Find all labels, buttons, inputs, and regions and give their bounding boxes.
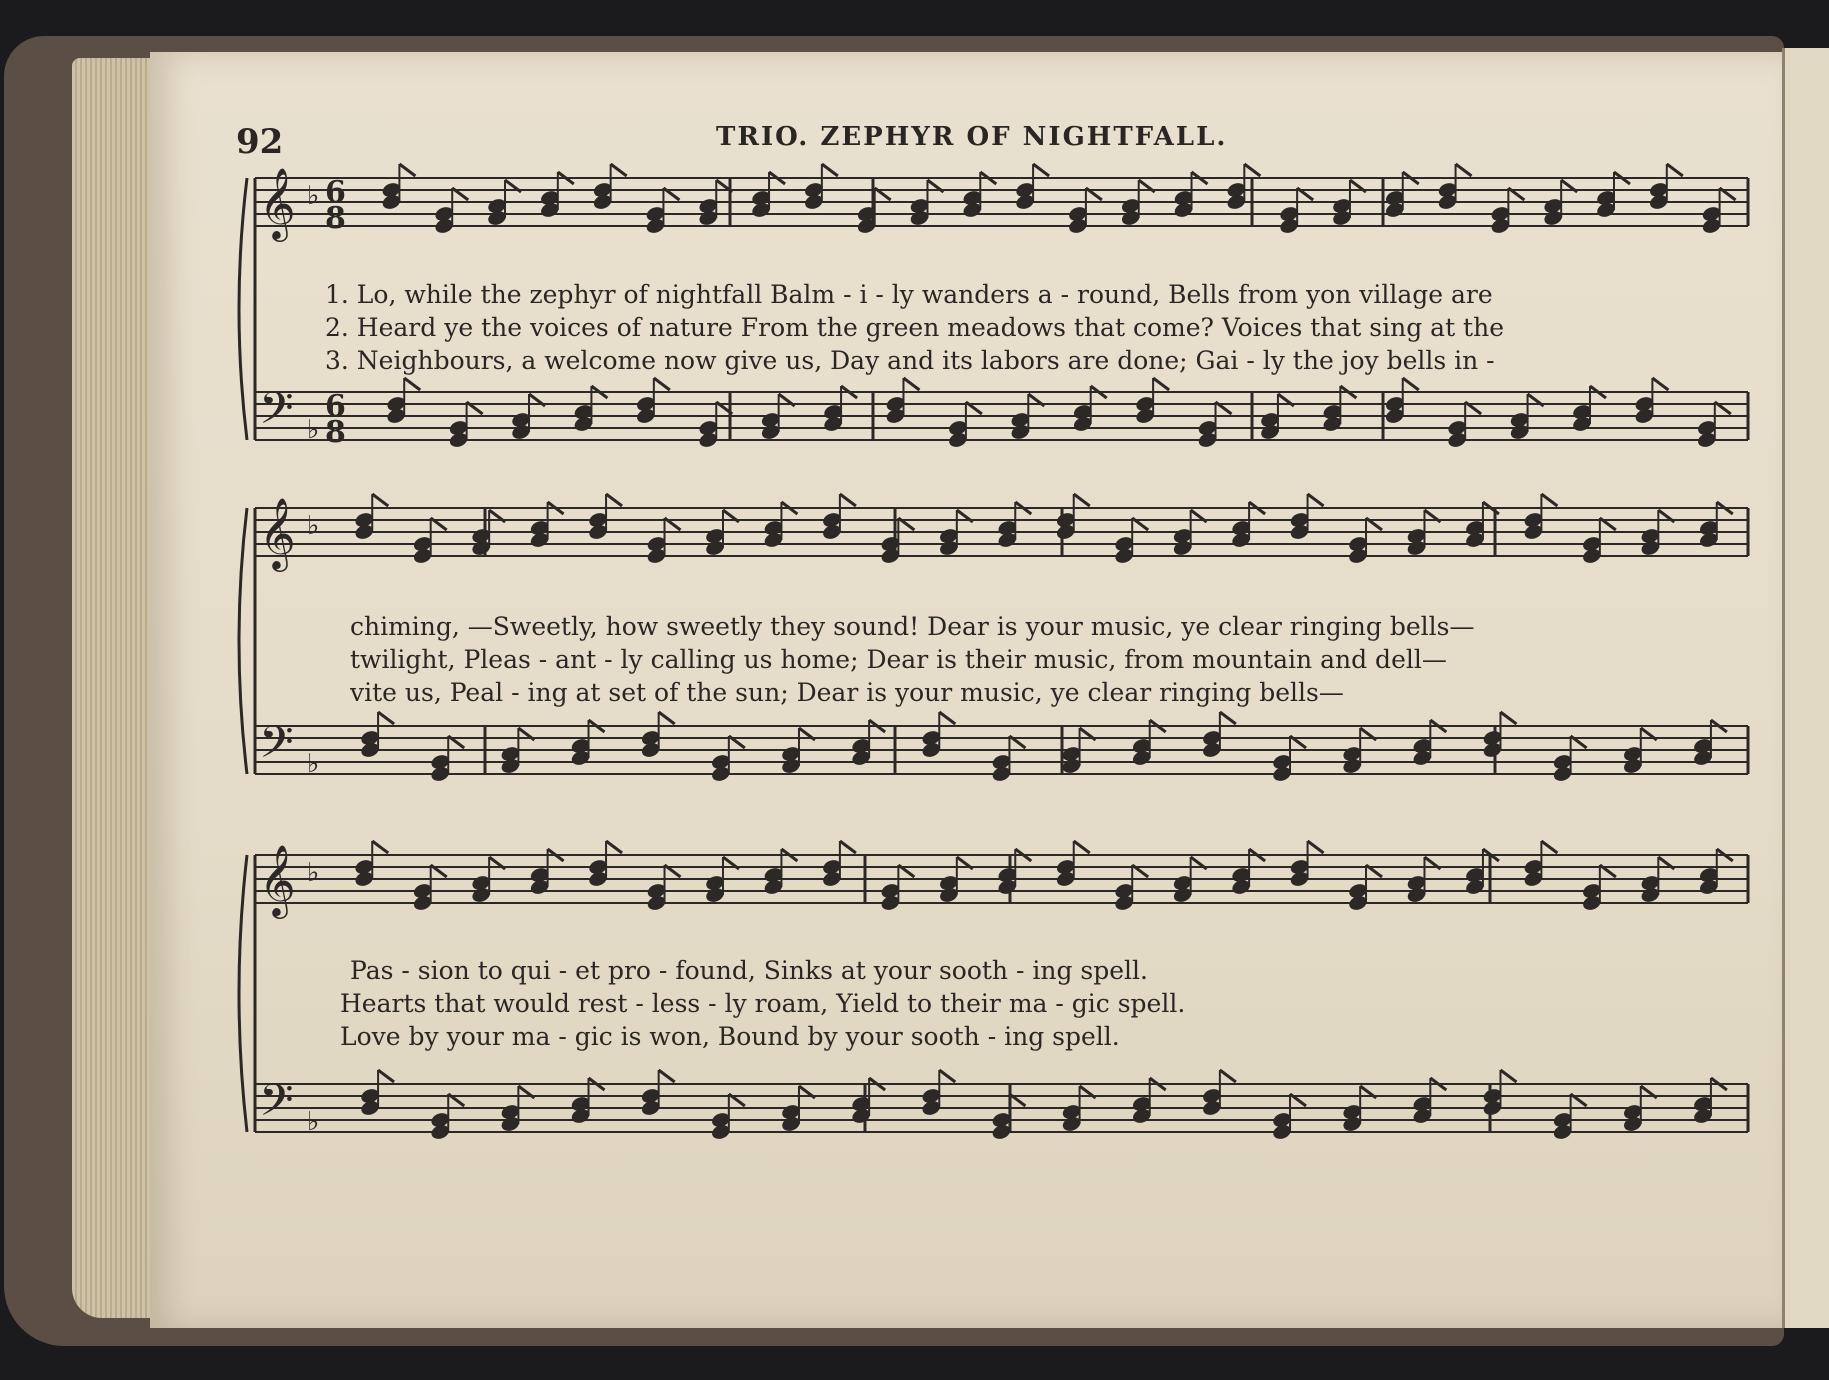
- system-3-bass-flag: [378, 1070, 394, 1082]
- system-3-bass-clef-icon: 𝄢: [259, 1074, 294, 1137]
- system-1-bass-flag: [654, 378, 670, 390]
- lyric-system-1-verse-3: 3. Neighbours, a welcome now give us, Day and its labors are done; Gai - ly the joy bells in -: [325, 346, 1495, 375]
- system-2-treble-clef-icon: 𝄞: [259, 496, 296, 569]
- time-signature-numerator-bass: 6: [325, 389, 346, 424]
- system-2-treble-flag: [1074, 494, 1090, 506]
- system-3-brace: [239, 855, 247, 1132]
- time-signature-denominator-bass: 8: [325, 415, 346, 450]
- system-1-brace: [239, 178, 247, 440]
- page-title: TRIO. ZEPHYR OF NIGHTFALL.: [716, 122, 1228, 152]
- lyric-system-3-verse-3: Love by your ma - gic is won, Bound by your sooth - ing spell.: [340, 1022, 1120, 1051]
- system-2-treble-flat-icon: ♭: [307, 511, 320, 541]
- time-signature-numerator-treble: 6: [325, 175, 346, 210]
- system-3-treble-flag: [1541, 841, 1557, 853]
- system-2-treble-flag: [1541, 494, 1557, 506]
- system-2-treble-flag: [606, 494, 622, 506]
- system-3-bass-flag: [939, 1070, 955, 1082]
- system-2-brace: [239, 508, 247, 774]
- system-1-bass-flat-icon: ♭: [307, 415, 320, 445]
- system-1-treble-flag: [1244, 164, 1260, 176]
- system-1-bass-flag: [1153, 378, 1169, 390]
- system-1-treble-flag: [822, 164, 838, 176]
- lyric-system-2-verse-3: vite us, Peal - ing at set of the sun; Dear is your music, ye clear ringing bells—: [350, 678, 1344, 707]
- system-3-bass-flag: [1220, 1070, 1236, 1082]
- time-signature-denominator-treble: 8: [325, 201, 346, 236]
- system-3-bass-flag: [659, 1070, 675, 1082]
- lyric-system-3-verse-2: Hearts that would rest - less - ly roam, Yield to their ma - gic spell.: [340, 989, 1186, 1018]
- system-3-treble-flag: [372, 841, 388, 853]
- system-1-treble-flag: [1033, 164, 1049, 176]
- lyric-system-2-verse-2: twilight, Pleas - ant - ly calling us home; Dear is their music, from mountain and dell—: [350, 645, 1447, 674]
- system-1-bass-flag: [404, 378, 420, 390]
- system-1-treble-flag: [611, 164, 627, 176]
- page-number: 92: [236, 122, 284, 162]
- system-2-bass-flag: [1500, 712, 1516, 724]
- system-2-bass-flag: [378, 712, 394, 724]
- system-1-bass-flag: [903, 378, 919, 390]
- system-2-bass-flag: [1220, 712, 1236, 724]
- system-2-treble-flag: [1308, 494, 1324, 506]
- lyric-system-1-verse-1: 1. Lo, while the zephyr of nightfall Balm - i - ly wanders a - round, Bells from yon village are: [325, 280, 1493, 309]
- system-3-treble-clef-icon: 𝄞: [259, 843, 296, 916]
- system-1-bass-flag: [1403, 378, 1419, 390]
- system-1-treble-flag: [1456, 164, 1472, 176]
- system-1-treble-flag: [1667, 164, 1683, 176]
- system-2-treble-flag: [372, 494, 388, 506]
- system-2-treble-flag: [840, 494, 856, 506]
- system-1-treble-clef-icon: 𝄞: [259, 166, 296, 239]
- system-3-treble-flat-icon: ♭: [307, 858, 320, 888]
- system-2-bass-flag: [939, 712, 955, 724]
- lyric-system-2-verse-1: chiming, —Sweetly, how sweetly they sound! Dear is your music, ye clear ringing bells—: [350, 612, 1475, 641]
- lyric-system-1-verse-2: 2. Heard ye the voices of nature From the green meadows that come? Voices that sing at the: [325, 313, 1505, 342]
- system-3-treble-flag: [1308, 841, 1324, 853]
- system-1-bass-flag: [1652, 378, 1668, 390]
- system-2-bass-flat-icon: ♭: [307, 749, 320, 779]
- system-2-bass-flag: [659, 712, 675, 724]
- system-3-treble-flag: [606, 841, 622, 853]
- system-1-treble-flag: [399, 164, 415, 176]
- system-1-bass-clef-icon: 𝄢: [259, 382, 294, 445]
- system-2-bass-clef-icon: 𝄢: [259, 716, 294, 779]
- lyric-system-3-verse-1: Pas - sion to qui - et pro - found, Sinks at your sooth - ing spell.: [350, 956, 1148, 985]
- system-3-bass-flat-icon: ♭: [307, 1107, 320, 1137]
- system-3-treble-flag: [1074, 841, 1090, 853]
- system-3-treble-flag: [840, 841, 856, 853]
- system-3-bass-flag: [1500, 1070, 1516, 1082]
- system-1-treble-flat-icon: ♭: [307, 181, 320, 211]
